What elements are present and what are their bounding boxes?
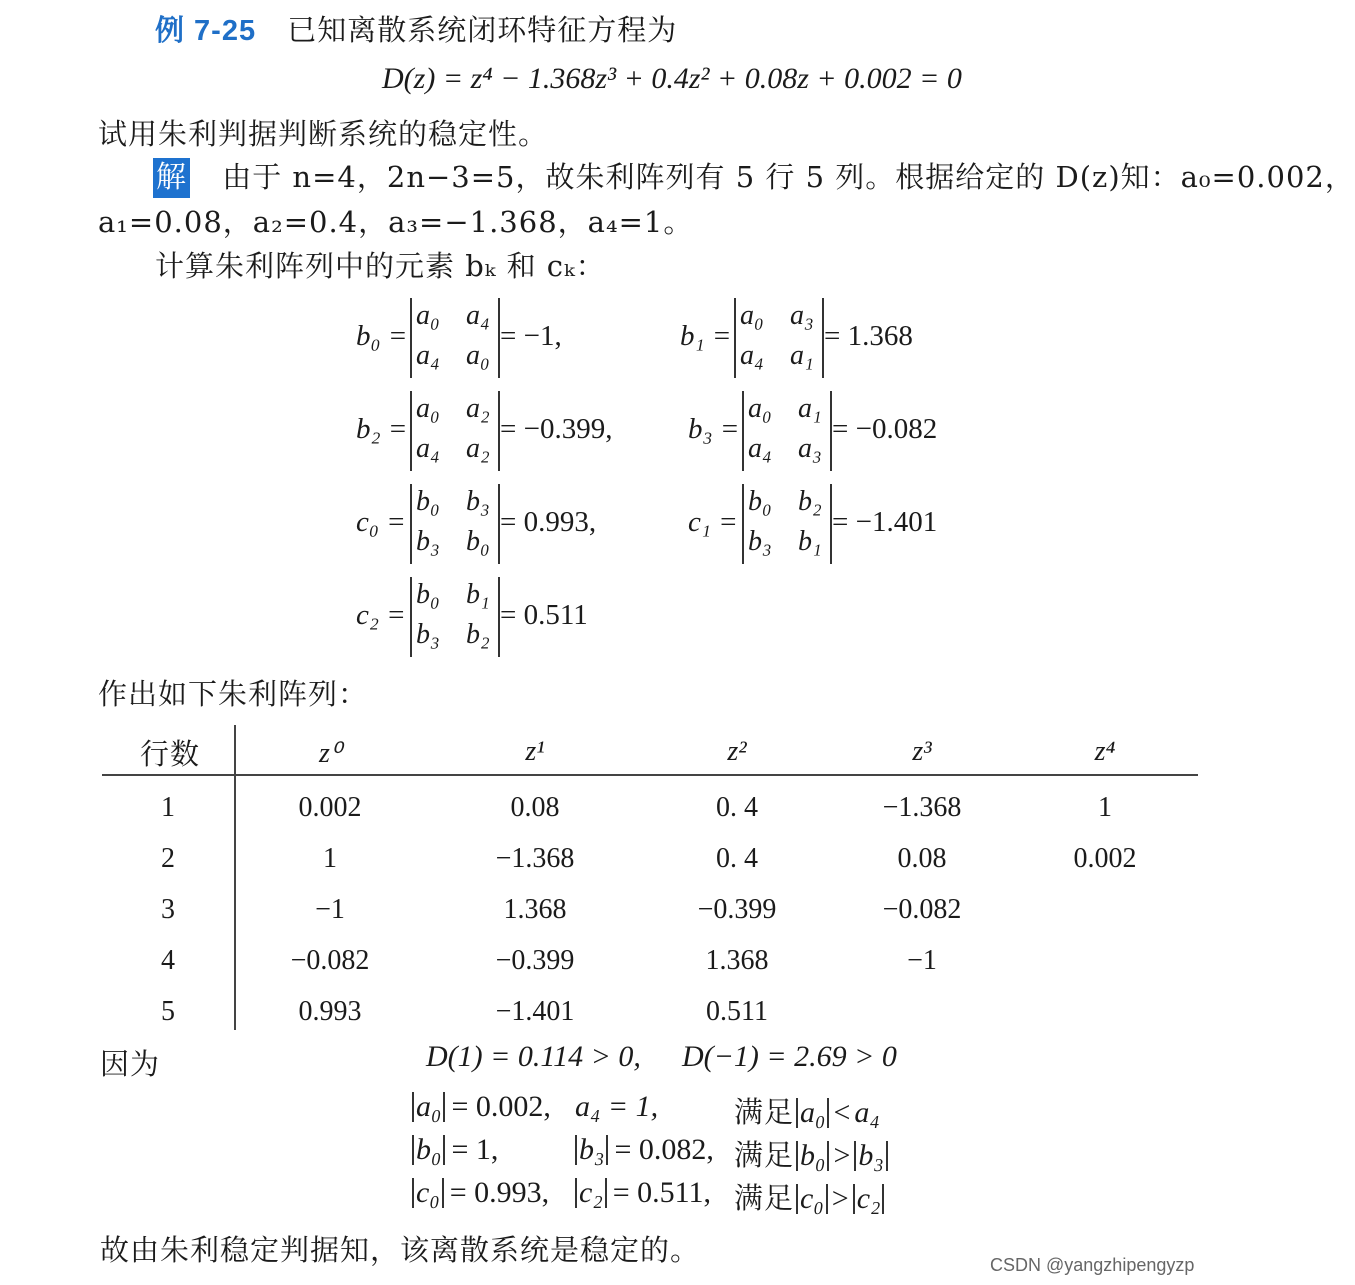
condition-lhs: a₀ xyxy=(796,1098,829,1128)
column-header: z⁴ xyxy=(1094,736,1116,767)
matrix-entry: a₀ xyxy=(416,393,440,424)
condition-second xyxy=(575,1176,711,1210)
matrix-entry: a₄ xyxy=(466,300,490,331)
table-cell: 0.993 xyxy=(298,996,362,1027)
table-cell: −0.399 xyxy=(697,894,777,925)
condition-rhs: c₂ xyxy=(853,1184,885,1214)
table-cell: 0.511 xyxy=(706,996,768,1027)
condition-lhs: b₀ xyxy=(796,1141,829,1171)
table-vertical-rule xyxy=(234,725,236,1030)
condition-row xyxy=(412,1090,551,1124)
column-header: z² xyxy=(727,736,747,767)
determinant-lhs: c₀ = xyxy=(356,506,406,538)
matrix-entry: a₀ xyxy=(740,300,764,331)
dminus1-value: D(−1) = 2.69 > 0 xyxy=(682,1040,897,1073)
matrix-entry: b₀ xyxy=(416,486,440,517)
table-cell: −0.082 xyxy=(882,894,962,925)
matrix-entry: b₂ xyxy=(466,619,490,650)
example-title: 已知离散系统闭环特征方程为 xyxy=(287,13,678,47)
determinant-result: = −0.399, xyxy=(500,413,613,445)
condition-satisfied xyxy=(734,1090,880,1131)
condition-rhs: a₄ xyxy=(854,1096,880,1129)
solution-text-1: 由于 n=4，2n−3=5，故朱利阵列有 5 行 5 列。根据给定的 D(z)知：a₀=0.002， xyxy=(222,160,1355,194)
d1-value: D(1) = 0.114 > 0, xyxy=(426,1040,641,1073)
solution-line-1 xyxy=(153,155,1355,198)
abs-value-a-result: = 1, xyxy=(451,1133,499,1166)
matrix-entry: a₃ xyxy=(798,433,822,464)
table-cell: 1 xyxy=(323,843,337,874)
example-header xyxy=(155,8,677,49)
determinant-result: = −1, xyxy=(500,320,562,352)
matrix-entry: a₃ xyxy=(790,300,814,331)
matrix-entry: b₀ xyxy=(748,486,772,517)
table-cell: −0.082 xyxy=(290,945,370,976)
matrix-entry: b₁ xyxy=(466,579,490,610)
matrix-entry: a₄ xyxy=(748,433,772,464)
determinant-lhs: c₁ = xyxy=(688,506,738,538)
value-b: a₄ = 1, xyxy=(575,1090,659,1123)
because-label: 因为 xyxy=(100,1047,161,1081)
determinant-result: = −1.401 xyxy=(832,506,938,538)
abs-value-b-result: = 0.082, xyxy=(614,1133,714,1166)
abs-value-b: b₃ xyxy=(575,1135,608,1165)
example-label: 例 7-25 xyxy=(155,15,257,47)
matrix-entry: a₄ xyxy=(740,340,764,371)
determinant-lhs: b₀ = xyxy=(356,320,408,352)
row-number: 4 xyxy=(161,945,175,976)
determinant-result: = 0.993, xyxy=(500,506,597,538)
table-cell: 0.002 xyxy=(298,792,362,823)
matrix-entry: a₂ xyxy=(466,433,490,464)
conclusion-text: 故由朱利稳定判据知，该离散系统是稳定的。 xyxy=(100,1233,701,1267)
row-number: 3 xyxy=(161,894,175,925)
abs-value-a-result: = 0.993, xyxy=(449,1176,550,1209)
determinant-lhs: b₁ = xyxy=(680,320,732,352)
matrix-entry: b₃ xyxy=(416,526,440,557)
compute-line: 计算朱利阵列中的元素 bₖ 和 cₖ： xyxy=(155,249,606,283)
row-number: 5 xyxy=(161,996,175,1027)
condition-row xyxy=(412,1176,549,1210)
abs-value-b-result: = 0.511, xyxy=(612,1176,712,1209)
determinant-lhs: b₂ = xyxy=(356,413,408,445)
condition-satisfied xyxy=(734,1133,888,1174)
matrix-entry: b₃ xyxy=(466,486,490,517)
solution-badge: 解 xyxy=(153,158,190,198)
matrix-entry: b₃ xyxy=(748,526,772,557)
determinant-matrix xyxy=(742,391,832,471)
matrix-entry: b₂ xyxy=(798,486,822,517)
row-number: 1 xyxy=(161,792,175,823)
table-cell: −1.368 xyxy=(495,843,575,874)
table-cell: 1 xyxy=(1098,792,1112,823)
condition-second xyxy=(575,1133,714,1167)
determinant-matrix xyxy=(734,298,824,378)
row-count-header: 行数 xyxy=(140,737,201,771)
matrix-entry: b₀ xyxy=(466,526,490,557)
column-header: z¹ xyxy=(525,736,545,767)
matrix-entry: b₁ xyxy=(798,526,822,557)
determinant-result: = 0.511 xyxy=(500,599,588,631)
matrix-entry: a₄ xyxy=(416,340,440,371)
determinant-result: = −0.082 xyxy=(832,413,938,445)
determinant-matrix xyxy=(410,577,500,657)
solution-line-2: a₁=0.08，a₂=0.4，a₃=−1.368，a₄=1。 xyxy=(98,205,694,239)
satisfied-label: 满足 xyxy=(734,1097,795,1129)
condition-operator: > xyxy=(833,1139,851,1172)
determinant-result: = 1.368 xyxy=(824,320,913,352)
table-cell: 0.08 xyxy=(897,843,947,874)
abs-value-a: c₀ xyxy=(412,1178,444,1208)
matrix-entry: a₁ xyxy=(798,393,822,424)
determinant-matrix xyxy=(410,298,500,378)
characteristic-equation: D(z) = z⁴ − 1.368z³ + 0.4z² + 0.08z + 0.002 = 0 xyxy=(382,62,962,95)
table-cell: 0. 4 xyxy=(716,792,758,823)
table-cell: −1.368 xyxy=(882,792,962,823)
table-cell: −0.399 xyxy=(495,945,575,976)
watermark: CSDN @yangzhipengyzp xyxy=(990,1255,1195,1275)
array-intro: 作出如下朱利阵列： xyxy=(98,677,369,711)
abs-value-a-result: = 0.002, xyxy=(451,1090,551,1123)
table-cell: −1 xyxy=(907,945,937,976)
matrix-entry: a₄ xyxy=(416,433,440,464)
matrix-entry: a₁ xyxy=(790,340,814,371)
condition-operator: < xyxy=(833,1096,851,1129)
matrix-entry: a₀ xyxy=(748,393,772,424)
determinant-matrix xyxy=(410,391,500,471)
table-cell: 0. 4 xyxy=(716,843,758,874)
determinant-matrix xyxy=(410,484,500,564)
determinant-lhs: c₂ = xyxy=(356,599,406,631)
table-header-rule xyxy=(102,774,1198,776)
condition-row xyxy=(412,1133,498,1167)
matrix-entry: a₀ xyxy=(416,300,440,331)
table-cell: 0.002 xyxy=(1073,843,1137,874)
condition-satisfied xyxy=(734,1176,884,1217)
determinant-lhs: b₃ = xyxy=(688,413,740,445)
table-cell: −1 xyxy=(315,894,345,925)
abs-value-a: a₀ xyxy=(412,1092,445,1122)
matrix-entry: a₂ xyxy=(466,393,490,424)
row-number: 2 xyxy=(161,843,175,874)
abs-value-a: b₀ xyxy=(412,1135,445,1165)
question-text: 试用朱利判据判断系统的稳定性。 xyxy=(98,117,549,151)
condition-rhs: b₃ xyxy=(854,1141,887,1171)
column-header: z⁰ xyxy=(318,738,342,769)
condition-operator: > xyxy=(831,1182,849,1215)
table-cell: 1.368 xyxy=(705,945,769,976)
matrix-entry: a₀ xyxy=(466,340,490,371)
determinant-matrix xyxy=(742,484,832,564)
matrix-entry: b₃ xyxy=(416,619,440,650)
satisfied-label: 满足 xyxy=(734,1183,795,1215)
condition-second xyxy=(575,1090,658,1124)
table-cell: 0.08 xyxy=(510,792,560,823)
condition-lhs: c₀ xyxy=(796,1184,828,1214)
table-cell: −1.401 xyxy=(495,996,575,1027)
matrix-entry: b₀ xyxy=(416,579,440,610)
abs-value-b: c₂ xyxy=(575,1178,607,1208)
table-cell: 1.368 xyxy=(503,894,567,925)
satisfied-label: 满足 xyxy=(734,1140,795,1172)
column-header: z³ xyxy=(912,736,932,767)
